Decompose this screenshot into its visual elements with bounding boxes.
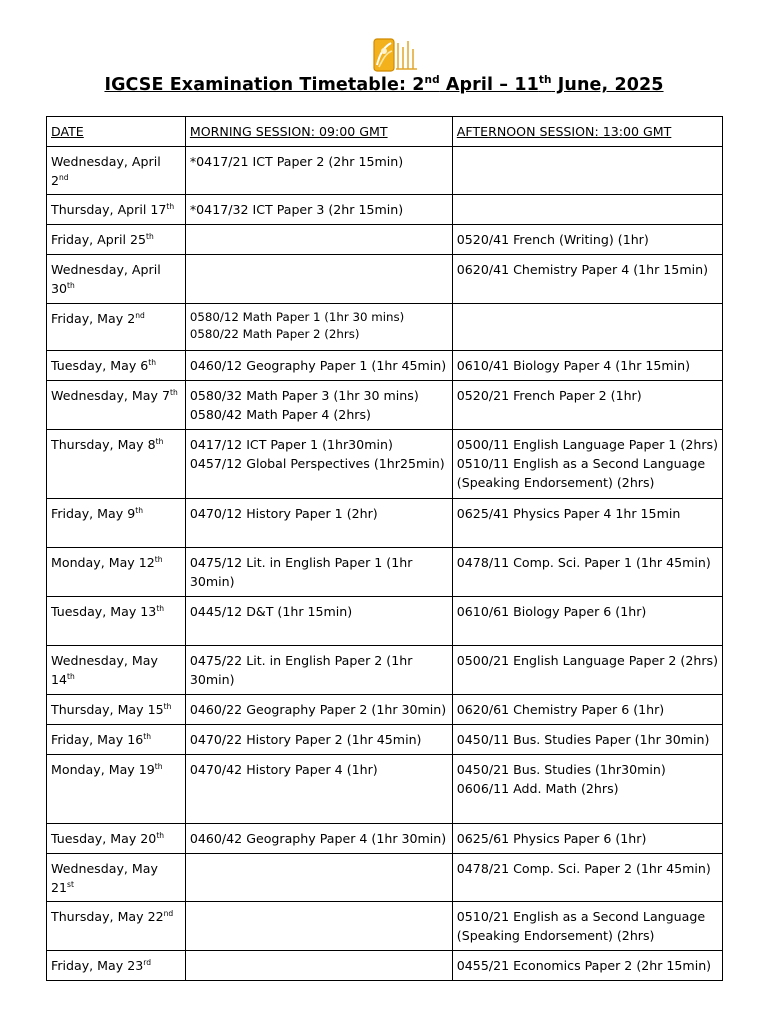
date-ordinal-suffix: th (67, 280, 75, 290)
table-row (47, 381, 723, 430)
date-ordinal-suffix: th (155, 436, 164, 446)
exam-entry: 0417/12 ICT Paper 1 (1hr30min) (189, 437, 393, 452)
exam-entry: 0475/12 Lit. in English Paper 1 (1hr (189, 555, 413, 570)
date-text: Friday, May 9 (51, 506, 136, 521)
exam-entry: 0610/41 Biology Paper 4 (1hr 15min) (456, 358, 691, 373)
morning-session-cell (185, 225, 452, 255)
morning-session-cell (185, 824, 452, 854)
exam-entry: 0580/42 Math Paper 4 (2hrs) (189, 407, 371, 422)
exam-timetable (46, 116, 723, 981)
exam-entry: 0625/61 Physics Paper 6 (1hr) (456, 831, 647, 846)
afternoon-session-cell (452, 824, 722, 854)
exam-entry: 0478/11 Comp. Sci. Paper 1 (1hr 45min) (456, 555, 711, 570)
date-text: Tuesday, May 6 (51, 358, 149, 373)
table-row (47, 646, 723, 695)
morning-session-cell (185, 548, 452, 597)
date-cell (47, 755, 186, 824)
date-text: Friday, May 2 (51, 311, 136, 326)
morning-session-cell (185, 304, 452, 351)
morning-session-cell (185, 695, 452, 725)
exam-entry: 0460/12 Geography Paper 1 (1hr 45min) (189, 358, 447, 373)
exam-entry: 0478/21 Comp. Sci. Paper 2 (1hr 45min) (456, 861, 711, 876)
exam-entry: 0470/12 History Paper 1 (2hr) (189, 506, 378, 521)
exam-entry: 0620/61 Chemistry Paper 6 (1hr) (456, 702, 665, 717)
exam-entry: 30min) (189, 672, 235, 687)
column-header-morning: MORNING SESSION: 09:00 GMT (185, 117, 452, 147)
school-crest-logo (372, 37, 420, 75)
date-text: Wednesday, April 30 (51, 262, 161, 296)
date-cell (47, 351, 186, 381)
date-text: Tuesday, May 13 (51, 604, 157, 619)
table-row (47, 147, 723, 195)
afternoon-session-cell (452, 255, 722, 304)
afternoon-session-cell (452, 430, 722, 499)
exam-entry: *0417/21 ICT Paper 2 (2hr 15min) (189, 154, 404, 169)
table-row (47, 902, 723, 951)
morning-session-cell (185, 499, 452, 548)
table-row (47, 597, 723, 646)
date-text: Thursday, May 15 (51, 702, 164, 717)
morning-session-cell (185, 597, 452, 646)
afternoon-session-cell (452, 351, 722, 381)
date-text: Thursday, April 17 (51, 202, 167, 217)
date-ordinal-suffix: th (67, 671, 75, 681)
date-ordinal-suffix: st (67, 879, 74, 889)
exam-entry: 0520/41 French (Writing) (1hr) (456, 232, 649, 247)
exam-entry: 0520/21 French Paper 2 (1hr) (456, 388, 642, 403)
date-text: Wednesday, May 7 (51, 388, 170, 403)
date-text: Monday, May 12 (51, 555, 155, 570)
exam-entry: 0500/21 English Language Paper 2 (2hrs) (456, 653, 718, 668)
date-cell (47, 548, 186, 597)
date-cell (47, 646, 186, 695)
page-title: IGCSE Examination Timetable: 2nd April – 11th June, 2025 (104, 74, 664, 95)
morning-session-cell (185, 755, 452, 824)
afternoon-session-cell (452, 381, 722, 430)
exam-entry: (Speaking Endorsement) (2hrs) (456, 928, 655, 943)
morning-session-cell (185, 195, 452, 225)
table-row (47, 255, 723, 304)
date-ordinal-suffix: rd (143, 957, 152, 967)
date-ordinal-suffix: th (156, 603, 165, 613)
table-row (47, 195, 723, 225)
table-row (47, 854, 723, 902)
morning-session-cell (185, 351, 452, 381)
date-text: Monday, May 19 (51, 762, 155, 777)
exam-entry: (Speaking Endorsement) (2hrs) (456, 475, 655, 490)
afternoon-session-cell (452, 225, 722, 255)
afternoon-session-cell (452, 646, 722, 695)
date-ordinal-suffix: th (156, 830, 165, 840)
date-ordinal-suffix: th (169, 387, 178, 397)
morning-session-cell (185, 725, 452, 755)
afternoon-session-cell (452, 755, 722, 824)
exam-entry: 0460/42 Geography Paper 4 (1hr 30min) (189, 831, 447, 846)
afternoon-session-cell (452, 951, 722, 981)
morning-session-cell (185, 854, 452, 902)
date-ordinal-suffix: th (135, 505, 143, 515)
column-header-date: DATE (47, 117, 186, 147)
table-row (47, 351, 723, 381)
date-cell (47, 430, 186, 499)
date-ordinal-suffix: th (154, 554, 163, 564)
date-cell (47, 695, 186, 725)
date-cell (47, 854, 186, 902)
date-text: Wednesday, April 2 (51, 154, 161, 188)
date-text: Friday, May 16 (51, 732, 144, 747)
date-cell (47, 951, 186, 981)
table-row (47, 548, 723, 597)
date-cell (47, 195, 186, 225)
exam-entry: 0510/21 English as a Second Language (456, 909, 706, 924)
column-header-afternoon: AFTERNOON SESSION: 13:00 GMT (452, 117, 722, 147)
table-header-row (47, 117, 723, 147)
exam-entry: 0606/11 Add. Math (2hrs) (456, 781, 619, 796)
date-ordinal-suffix: th (166, 201, 175, 211)
table-row (47, 430, 723, 499)
date-text: Wednesday, May 14 (51, 653, 158, 687)
afternoon-session-cell (452, 695, 722, 725)
morning-session-cell (185, 951, 452, 981)
table-row (47, 725, 723, 755)
exam-entry: 0445/12 D&T (1hr 15min) (189, 604, 353, 619)
exam-entry: 0455/21 Economics Paper 2 (2hr 15min) (456, 958, 712, 973)
afternoon-session-cell (452, 147, 722, 195)
date-cell (47, 499, 186, 548)
date-cell (47, 597, 186, 646)
afternoon-session-cell (452, 597, 722, 646)
exam-entry: 0580/32 Math Paper 3 (1hr 30 mins) (189, 388, 419, 403)
afternoon-session-cell (452, 548, 722, 597)
morning-session-cell (185, 646, 452, 695)
exam-entry: 0500/11 English Language Paper 1 (2hrs) (456, 437, 718, 452)
exam-entry: 0580/22 Math Paper 2 (2hrs) (189, 327, 360, 341)
date-cell (47, 902, 186, 951)
morning-session-cell (185, 381, 452, 430)
exam-entry: 0610/61 Biology Paper 6 (1hr) (456, 604, 647, 619)
exam-entry: *0417/32 ICT Paper 3 (2hr 15min) (189, 202, 404, 217)
exam-entry: 0450/21 Bus. Studies (1hr30min) (456, 762, 666, 777)
table-row (47, 755, 723, 824)
exam-entry: 0470/22 History Paper 2 (1hr 45min) (189, 732, 422, 747)
exam-entry: 30min) (189, 574, 235, 589)
date-ordinal-suffix: th (154, 761, 163, 771)
exam-entry: 0460/22 Geography Paper 2 (1hr 30min) (189, 702, 447, 717)
afternoon-session-cell (452, 725, 722, 755)
exam-entry: 0450/11 Bus. Studies Paper (1hr 30min) (456, 732, 710, 747)
date-text: Friday, April 25 (51, 232, 146, 247)
afternoon-session-cell (452, 304, 722, 351)
date-ordinal-suffix: th (146, 231, 154, 241)
afternoon-session-cell (452, 195, 722, 225)
morning-session-cell (185, 902, 452, 951)
table-row (47, 695, 723, 725)
exam-entry: 0510/11 English as a Second Language (456, 456, 706, 471)
date-text: Thursday, May 8 (51, 437, 156, 452)
date-text: Tuesday, May 20 (51, 831, 157, 846)
date-ordinal-suffix: th (143, 731, 151, 741)
date-ordinal-suffix: nd (135, 310, 145, 320)
exam-entry: 0625/41 Physics Paper 4 1hr 15min (456, 506, 681, 521)
date-cell (47, 255, 186, 304)
date-ordinal-suffix: nd (163, 908, 174, 918)
date-text: Wednesday, May 21 (51, 861, 158, 895)
date-cell (47, 824, 186, 854)
exam-entry: 0470/42 History Paper 4 (1hr) (189, 762, 378, 777)
date-cell (47, 147, 186, 195)
date-text: Thursday, May 22 (51, 909, 164, 924)
exam-entry: 0620/41 Chemistry Paper 4 (1hr 15min) (456, 262, 708, 277)
table-row (47, 304, 723, 351)
morning-session-cell (185, 430, 452, 499)
date-text: Friday, May 23 (51, 958, 144, 973)
exam-entry: 0475/22 Lit. in English Paper 2 (1hr (189, 653, 413, 668)
afternoon-session-cell (452, 854, 722, 902)
morning-session-cell (185, 147, 452, 195)
table-row (47, 225, 723, 255)
date-cell (47, 725, 186, 755)
morning-session-cell (185, 255, 452, 304)
table-row (47, 499, 723, 548)
afternoon-session-cell (452, 902, 722, 951)
date-cell (47, 381, 186, 430)
exam-entry: 0457/12 Global Perspectives (1hr25min) (189, 456, 445, 471)
date-ordinal-suffix: th (148, 357, 157, 367)
date-cell (47, 225, 186, 255)
table-row (47, 951, 723, 981)
date-cell (47, 304, 186, 351)
date-ordinal-suffix: th (163, 701, 172, 711)
exam-entry: 0580/12 Math Paper 1 (1hr 30 mins) (189, 310, 405, 324)
table-row (47, 824, 723, 854)
date-ordinal-suffix: nd (59, 172, 69, 182)
afternoon-session-cell (452, 499, 722, 548)
